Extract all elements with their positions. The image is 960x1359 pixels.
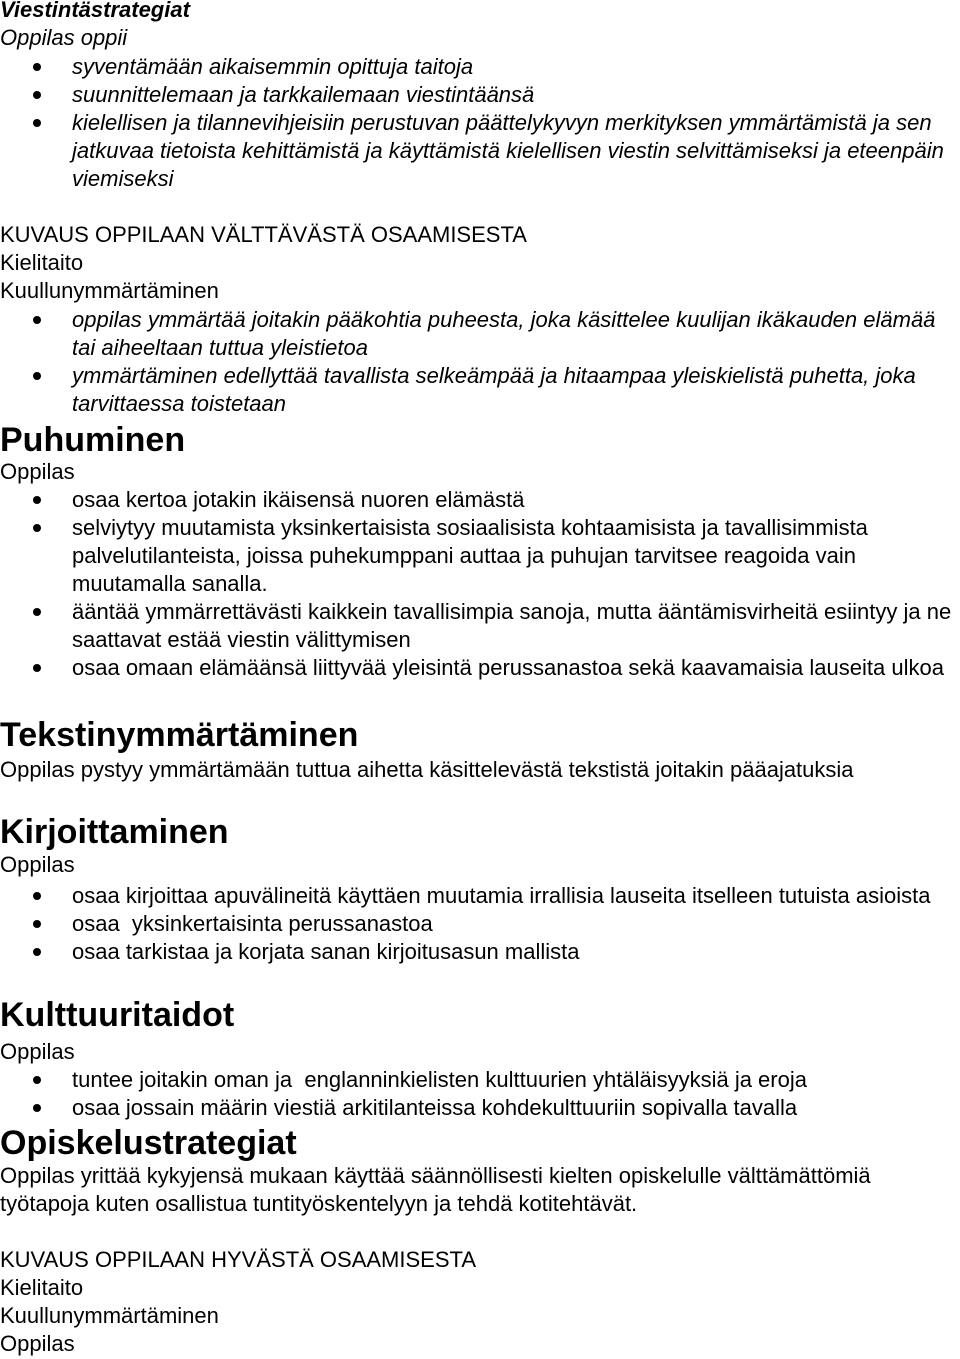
heading-kuvaus-hyva: KUVAUS OPPILAAN HYVÄSTÄ OSAAMISESTA [0, 1247, 476, 1272]
bullet-icon [33, 524, 41, 532]
bullet-icon [33, 608, 41, 616]
bullet-icon [33, 948, 41, 956]
kuullunymmartaminen-list [0, 306, 960, 418]
label-kielitaito: Kielitaito [0, 1275, 84, 1300]
intro-oppilas: Oppilas [0, 459, 75, 484]
label-kuullunymmartaminen: Kuullunymmärtäminen [0, 1303, 219, 1328]
bullet-icon [33, 892, 41, 900]
list-item: oppilas ymmärtää joitakin pääkohtia puheesta, joka käsittelee kuulijan ikäkauden elämää tai aiheeltaan tuttua yleistietoa [0, 306, 960, 362]
kirjoittaminen-list [0, 882, 960, 966]
bullet-icon [33, 372, 41, 380]
opiskelustrategiat-text-line1: Oppilas yrittää kykyjensä mukaan käyttää säännöllisesti kielten opiskelulle välttämättömiä [0, 1163, 871, 1188]
list-item: osaa omaan elämäänsä liittyvää yleisintä perussanastoa sekä kaavamaisia lauseita ulkoa [0, 654, 960, 682]
bullet-icon [33, 316, 41, 324]
bullet-icon [33, 1076, 41, 1084]
section-title-viestintastrategiat: Viestintästrategiat [0, 0, 190, 22]
list-item: syventämään aikaisemmin opittuja taitoja [0, 53, 960, 81]
section-title-tekstinymmartaminen: Tekstinymmärtäminen [0, 716, 359, 754]
list-item: tuntee joitakin oman ja englanninkielisten kulttuurien yhtäläisyyksiä ja eroja [0, 1066, 960, 1094]
intro-oppilas: Oppilas [0, 1039, 75, 1064]
list-item: osaa tarkistaa ja korjata sanan kirjoitusasun mallista [0, 938, 960, 966]
bullet-icon [33, 119, 41, 127]
intro-oppilas: Oppilas [0, 852, 75, 877]
section-title-opiskelustrategiat: Opiskelustrategiat [0, 1124, 297, 1162]
list-item: selviytyy muutamista yksinkertaisista sosiaalisista kohtaamisista ja tavallisimmista palvelutilanteista, joissa puhekumppani auttaa ja puhujan tarvitsee reagoida vain muutamalla sanalla. [0, 514, 960, 598]
kulttuuritaidot-list [0, 1066, 960, 1122]
label-kielitaito: Kielitaito [0, 250, 84, 275]
label-kuullunymmartaminen: Kuullunymmärtäminen [0, 278, 219, 303]
intro-oppilas-oppii: Oppilas oppii [0, 25, 128, 50]
section-title-kulttuuritaidot: Kulttuuritaidot [0, 996, 235, 1034]
puhuminen-list [0, 486, 960, 682]
list-item: osaa kirjoittaa apuvälineitä käyttäen muutamia irrallisia lauseita itselleen tutuista asioista [0, 882, 960, 910]
bullet-icon [33, 63, 41, 71]
intro-oppilas: Oppilas [0, 1331, 75, 1356]
opiskelustrategiat-text-line2: työtapoja kuten osallistua tuntityöskentelyyn ja tehdä kotitehtävät. [0, 1191, 638, 1216]
bullet-icon [33, 664, 41, 672]
section-title-kirjoittaminen: Kirjoittaminen [0, 813, 229, 851]
bullet-icon [33, 1104, 41, 1112]
list-item: osaa jossain määrin viestiä arkitilanteissa kohdekulttuuriin sopivalla tavalla [0, 1094, 960, 1122]
list-item: osaa yksinkertaisinta perussanastoa [0, 910, 960, 938]
viestintastrategiat-list [0, 53, 960, 193]
list-item: kielellisen ja tilannevihjeisiin perustuvan päättelykyvyn merkityksen ymmärtämistä ja sen jatkuvaa tietoista kehittämistä ja käyttämistä kielellisen viestin selvittämiseksi ja eteenpäin viemiseksi [0, 109, 952, 193]
bullet-icon [33, 920, 41, 928]
list-item: suunnittelemaan ja tarkkailemaan viestintäänsä [0, 81, 960, 109]
heading-kuvaus-valttava: KUVAUS OPPILAAN VÄLTTÄVÄSTÄ OSAAMISESTA [0, 222, 527, 247]
bullet-icon [33, 496, 41, 504]
section-title-puhuminen: Puhuminen [0, 421, 186, 459]
list-item: ymmärtäminen edellyttää tavallista selkeämpää ja hitaampaa yleiskielistä puhetta, joka tarvittaessa toistetaan [0, 362, 960, 418]
bullet-icon [33, 91, 41, 99]
list-item: ääntää ymmärrettävästi kaikkein tavallisimpia sanoja, mutta ääntämisvirheitä esiintyy ja ne saattavat estää viestin välittymisen [0, 598, 960, 654]
tekstinymmartaminen-text: Oppilas pystyy ymmärtämään tuttua aihetta käsittelevästä tekstistä joitakin pääajatuksia [0, 757, 854, 782]
list-item: osaa kertoa jotakin ikäisensä nuoren elämästä [0, 486, 960, 514]
